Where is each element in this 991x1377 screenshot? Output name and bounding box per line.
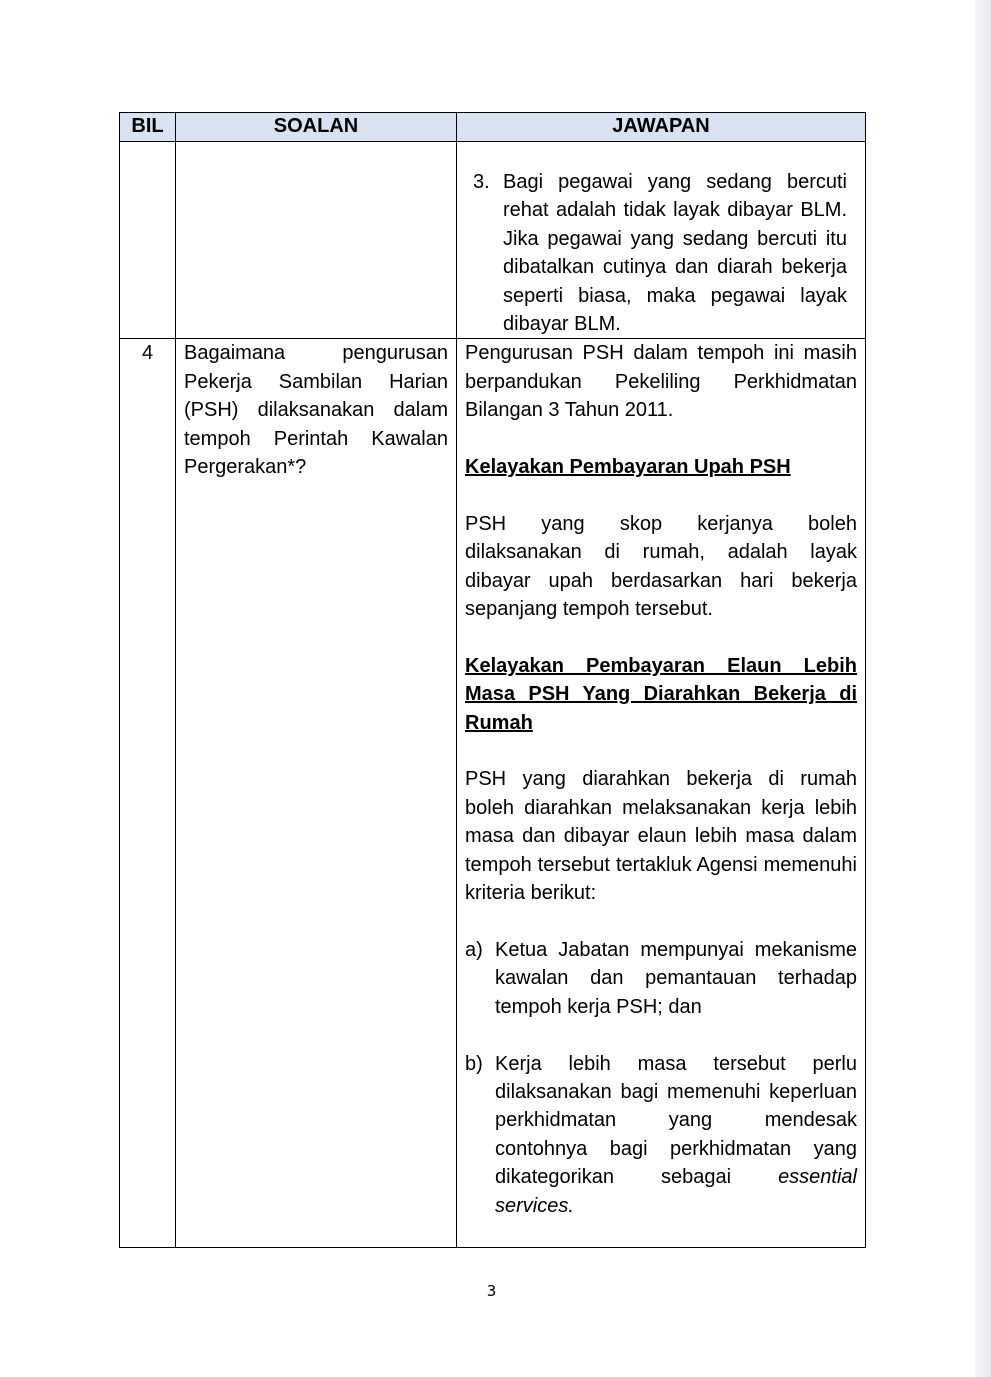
question-text: Bagaimana pengurusan Pekerja Sambilan Harian (PSH) dilaksanakan dalam tempoh Perintah Kawalan Pergerakan*? <box>176 339 457 1248</box>
jawapan-cell-continued <box>457 142 866 339</box>
header-jawapan: JAWAPAN <box>457 113 866 142</box>
answer-paragraph-1: PSH yang skop kerjanya boleh dilaksanakan di rumah, adalah layak dibayar upah berdasarkan hari bekerja sepanjang tempoh tersebut. <box>465 512 857 621</box>
page-number: 3 <box>486 1282 497 1300</box>
answer-heading-2: Kelayakan Pembayaran Elaun Lebih Masa PSH Yang Diarahkan Bekerja di Rumah <box>465 654 857 734</box>
criteria-b-body <box>495 1050 857 1220</box>
criteria-item-b <box>465 1050 857 1220</box>
criteria-item-a <box>465 936 857 1021</box>
criteria-a-marker: a) <box>465 938 483 961</box>
header-soalan: SOALAN <box>176 113 457 142</box>
criteria-b-italic: essential services. <box>495 1166 857 1217</box>
faq-table <box>119 112 866 1248</box>
table-header-row <box>120 113 866 142</box>
criteria-b-marker: b) <box>465 1052 483 1075</box>
bil-cell-empty <box>120 142 176 339</box>
numbered-item-3 <box>473 168 847 338</box>
criteria-a-text: Ketua Jabatan mempunyai mekanisme kawalan dan pemantauan terhadap tempoh kerja PSH; dan <box>495 938 857 1018</box>
criteria-b-text: Kerja lebih masa tersebut perlu dilaksanakan bagi memenuhi keperluan perkhidmatan yang mendesak contohnya bagi perkhidmatan yang dikategorikan sebagai <box>495 1052 857 1189</box>
page-edge-shade <box>975 0 991 1377</box>
answer-intro: Pengurusan PSH dalam tempoh ini masih berpandukan Pekeliling Perkhidmatan Bilangan 3 Tahun 2011. <box>465 342 857 422</box>
item-text: Bagi pegawai yang sedang bercuti rehat adalah tidak layak dibayar BLM. Jika pegawai yang sedang bercuti itu dibatalkan cutinya dan diarah bekerja seperti biasa, maka pegawai layak dibayar BLM. <box>503 171 847 336</box>
table-row-continued <box>120 142 866 339</box>
bil-number: 4 <box>120 339 176 1248</box>
answer-heading-1: Kelayakan Pembayaran Upah PSH <box>465 456 791 479</box>
table-row-4 <box>120 339 866 1248</box>
soalan-cell-empty <box>176 142 457 339</box>
answer-paragraph-2: PSH yang diarahkan bekerja di rumah boleh diarahkan melaksanakan kerja lebih masa dan dibayar elaun lebih masa dalam tempoh tersebut tertakluk Agensi memenuhi kriteria berikut: <box>465 768 857 905</box>
header-bil: BIL <box>120 113 176 142</box>
answer-cell <box>457 339 866 1248</box>
item-number: 3. <box>473 171 490 193</box>
